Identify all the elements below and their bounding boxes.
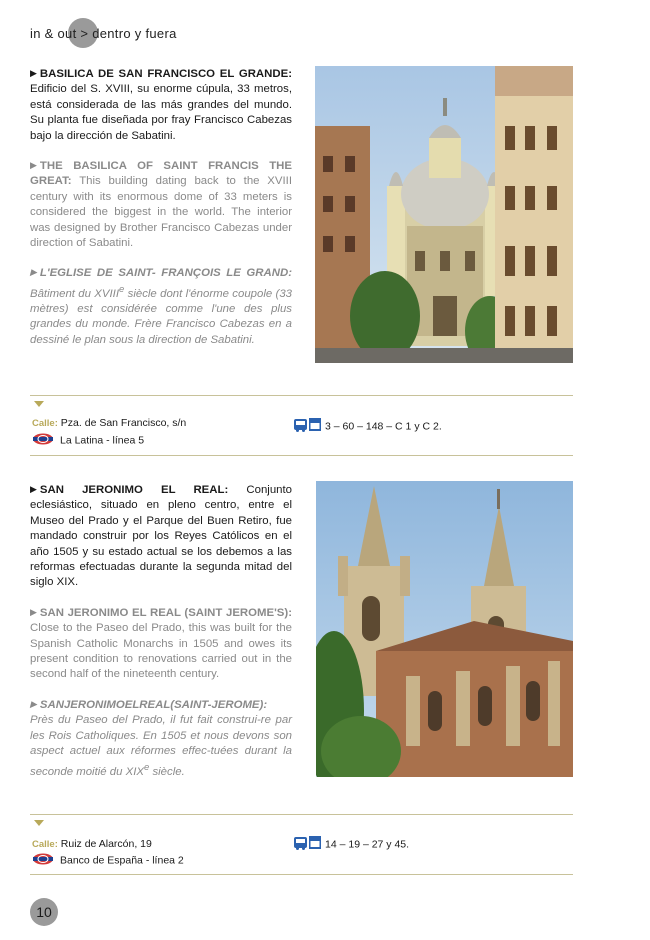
french-superscript: e	[119, 283, 125, 295]
bus-row	[294, 418, 442, 435]
french-body-part1: Près du Paseo del Prado, il fut fait construi-re par les Rois Catholiques. En 1505 et nous devons son aspect actuel aux réformes effec-tuées durant la seconde moitié du XIX	[30, 714, 292, 778]
bus-lines-text: 3 – 60 – 148 – C 1 y C 2.	[325, 420, 442, 433]
address-text: Ruiz de Alarcón, 19	[60, 838, 152, 850]
spanish-body: Edificio del S. XVIII, su enorme cúpula, 33 metros, está considerada de las más grandes del mundo. Su planta fue diseñada por fray Francisco Cabezas bajo la dirección de Sabatini.	[30, 83, 292, 142]
english-title: THE BASILICA OF SAINT FRANCIS THE GREAT:	[30, 160, 292, 188]
divider-line	[30, 455, 573, 456]
spanish-body: Conjunto eclesiástico, situado en pleno centro, entre el Museo del Prado y el Parque del Buen Retiro, fue mandado construir por los Reyes Católicos en el año 1505 y su estado actual se los debemos a las reformas efectuadas durante la segunda mitad del siglo XIX.	[30, 484, 293, 589]
metro-text: La Latina - línea 5	[60, 434, 145, 447]
english-body: This building dating back to the XVIII century with its enormous dome of 33 meters is considered the biggest in the world. The interior was designed by Brother Francisco Cabezas under direction of Sabatini.	[30, 175, 292, 250]
english-paragraph	[30, 158, 292, 251]
metro-row	[32, 433, 144, 448]
metro-icon	[32, 433, 54, 448]
french-body-part1: Bâtiment du XVIII	[30, 287, 119, 300]
english-paragraph	[30, 605, 292, 683]
bus-icon	[294, 836, 322, 853]
page-number: 10	[36, 904, 52, 920]
calle-label: Calle:	[32, 418, 58, 429]
church-illustration	[316, 481, 573, 777]
basilica-photo	[315, 66, 573, 363]
triangle-bullet-icon: ▶	[30, 267, 37, 278]
triangle-bullet-icon: ▶	[30, 68, 37, 78]
french-paragraph	[30, 265, 292, 348]
entry-san-jeronimo	[30, 482, 292, 794]
address-row	[32, 417, 186, 429]
triangle-bullet-icon: ▶	[30, 698, 37, 709]
calle-label: Calle:	[32, 839, 58, 850]
divider-line	[30, 395, 573, 396]
metro-icon	[32, 853, 54, 868]
header-title: in & out > dentro y fuera	[30, 26, 177, 41]
spanish-paragraph	[30, 482, 292, 591]
metro-row	[32, 853, 184, 868]
spanish-title: BASILICA DE SAN FRANCISCO EL GRANDE:	[39, 68, 292, 80]
address-text: Pza. de San Francisco, s/n	[60, 417, 187, 429]
section-marker-icon	[34, 820, 44, 826]
divider-line	[30, 874, 573, 875]
triangle-bullet-icon: ▶	[30, 160, 37, 171]
english-title: SAN JERONIMO EL REAL (SAINT JEROME'S):	[39, 606, 292, 619]
french-body-part2: siècle dont l'énorme coupole (33 mètres) est considérée comme l'une des plus grandes du monde. Frère Francisco Cabezas en a dessiné le plan sous la direction de Sabatini.	[30, 287, 292, 346]
bus-icon	[294, 418, 322, 435]
french-body-part2: siècle.	[152, 765, 185, 778]
page-number-badge	[30, 898, 58, 926]
section-marker-icon	[34, 401, 44, 407]
english-body: Close to the Paseo del Prado, this was built for the Spanish Catholic Monarchs in 1505 and owes its present condition to renovations carried out in the second half of the nineteenth century.	[30, 622, 292, 681]
french-paragraph	[30, 697, 292, 780]
triangle-bullet-icon: ▶	[30, 606, 37, 617]
bus-row	[294, 836, 409, 853]
spanish-title: SAN JERONIMO EL REAL:	[39, 484, 229, 496]
entry-san-francisco	[30, 66, 292, 362]
address-row	[32, 838, 152, 850]
french-title: L'EGLISE DE SAINT- FRANÇOIS LE GRAND:	[39, 267, 292, 280]
metro-text: Banco de España - línea 2	[60, 854, 184, 867]
triangle-bullet-icon: ▶	[30, 484, 37, 494]
basilica-illustration	[315, 66, 573, 363]
bus-lines-text: 14 – 19 – 27 y 45.	[325, 838, 410, 851]
san-jeronimo-photo	[316, 481, 573, 777]
spanish-paragraph	[30, 66, 292, 144]
french-superscript: e	[143, 761, 150, 773]
divider-line	[30, 814, 573, 815]
french-title: SANJERONIMOELREAL(SAINT-JEROME):	[39, 698, 268, 711]
